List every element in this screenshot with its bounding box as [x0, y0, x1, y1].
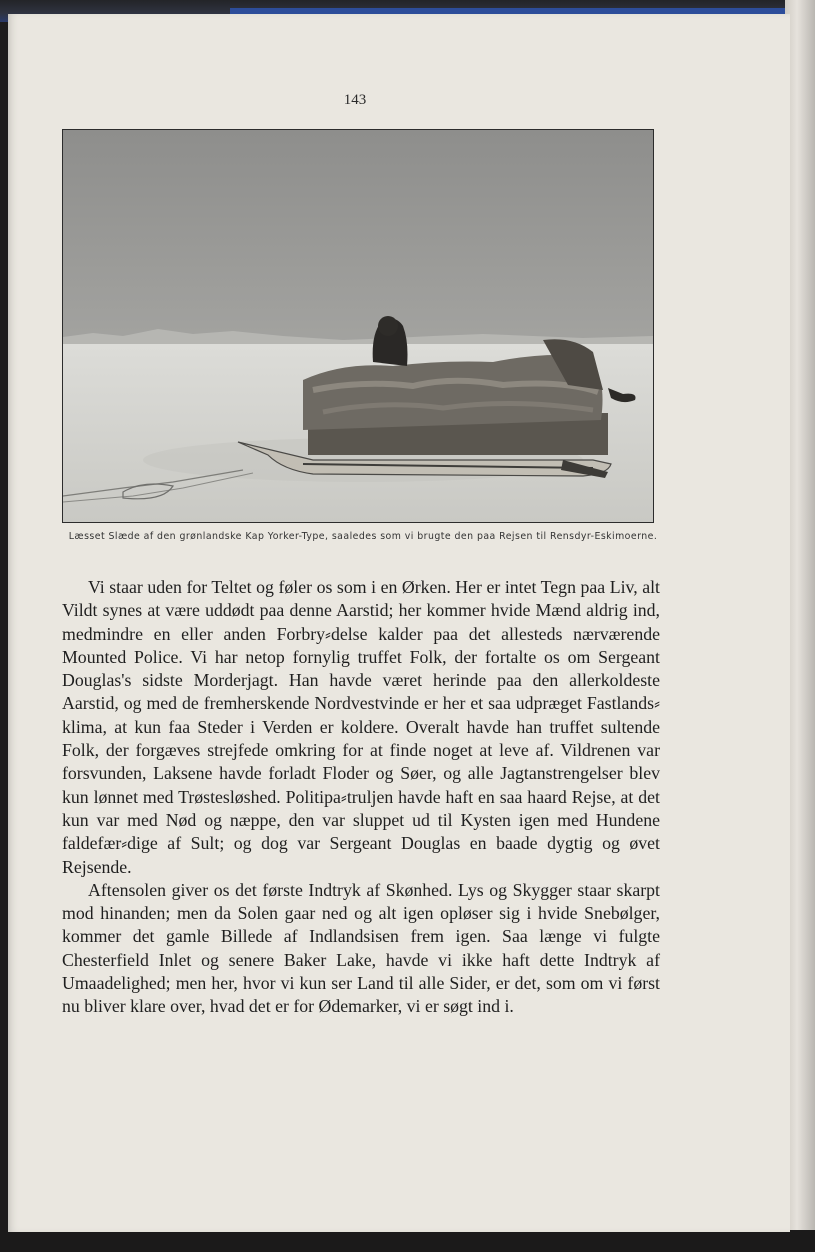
paragraph: Vi staar uden for Teltet og føler os som i en Ørken. Her er intet Tegn paa Liv, alt Vildt synes at være uddødt paa denne Aarstid; her kommer hvide Mænd aldrig ind, medmindre en eller anden Forbry⸗delse kalder paa det allesteds nærværende Mounted Police. Vi har netop fornylig truffet Folk, der fortalte os om Sergeant Douglas's sidste Morderjagt. Han havde været herinde paa den allerkoldeste Aarstid, og med de fremherskende Nordvestvinde er her et saa udpræget Fastlands⸗klima, at kun faa Steder i Verden er koldere. Overalt havde han truffet sultende Folk, der forgæves strejfede omkring for at finde noget at leve af. Vildrenen var forsvunden, Laksene havde forladt Floder og Søer, og alle Jagtanstrengelser blev kun lønnet med Trøstesløshed. Politipa⸗truljen havde haft en saa haard Rejse, at det kun var med Nød og næppe, den var sluppet ud til Kysten igen med Hundene faldefær⸗dige af Sult; og dog var Sergeant Douglas en baade dygtig og øvet Rejsende.: [62, 577, 660, 877]
page-number: 143: [343, 92, 367, 108]
body-text: [62, 576, 660, 1019]
paragraph: Aftensolen giver os det første Indtryk af Skønhed. Lys og Skygger staar skarpt mod hinanden; men da Solen gaar ned og alt igen opløser sig i hvide Snebølger, kommer det gamle Billede af Indlandsisen frem igen. Saa længe vi fulgte Chesterfield Inlet og senere Baker Lake, havde vi ikke haft dette Indtryk af Umaadelighed; men her, hvor vi kun ser Land til alle Sider, er det, som om vi først nu bliver klare over, hvad det er for Ødemarker, vi er søgt ind i.: [62, 879, 660, 1017]
figure-caption: Læsset Slæde af den grønlandske Kap Yorker-Type, saaledes som vi brugte den paa Rejsen til Rensdyr-Eskimoerne.: [68, 531, 658, 542]
sled-photograph: [62, 129, 654, 523]
sled-photo-illustration: [63, 130, 653, 522]
book-bottom-edge: [0, 1230, 815, 1252]
